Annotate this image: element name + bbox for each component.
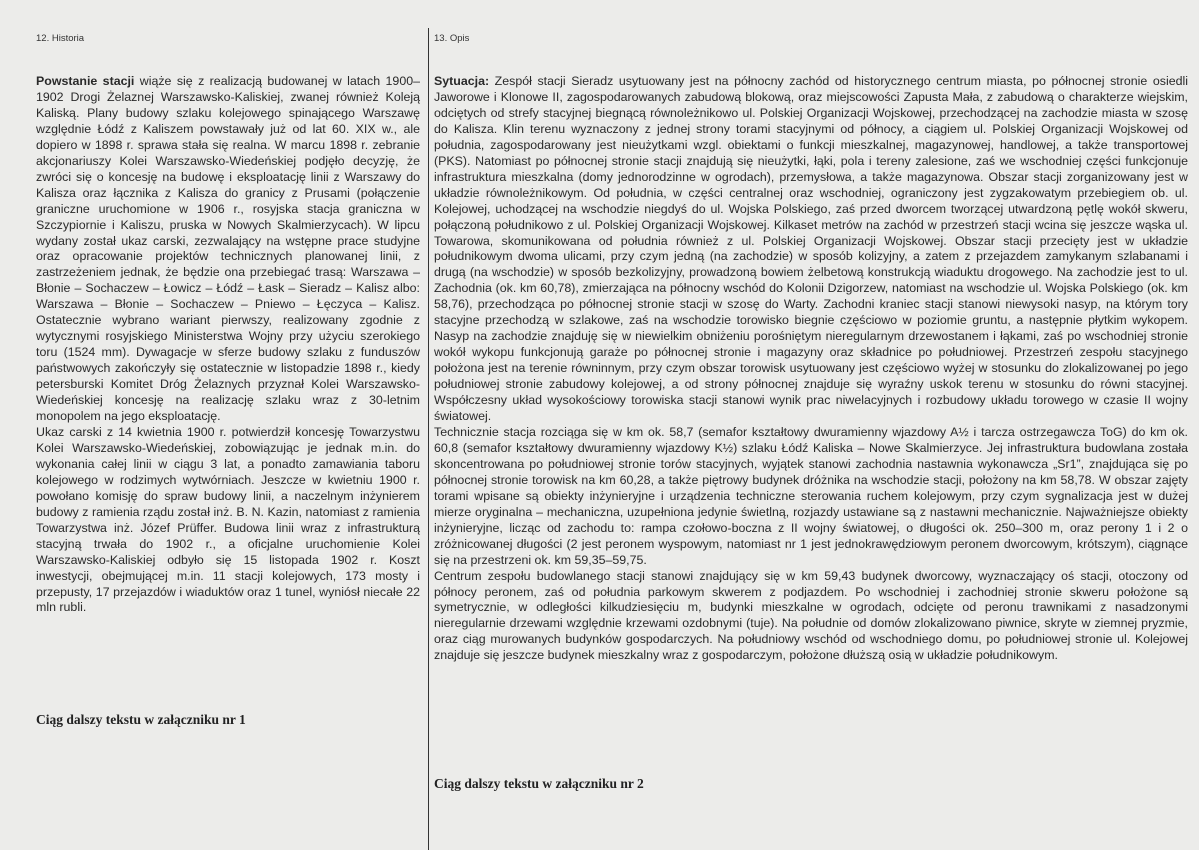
description-paragraph-1 <box>434 74 1188 425</box>
history-text <box>36 74 420 616</box>
description-paragraph-2: Technicznie stacja rozciąga się w km ok. 58,7 (semafor kształtowy dwuramienny wjazdowy A½ i tarcza ostrzegawcza ToG) do km ok. 60,8 (semafor kształtowy dwuramienny wjazdowy K½) szlaku Łódź Kaliska – Nowe Skalmierzyce. Jej infrastruktura budowlana została skoncentrowana po południowej stronie torów stacyjnych, wyjątek stanowi zachodnia nastawnia wykonawcza „Sr1”, znajdująca się po północnej stronie torowisk na km 60,28, a także piętrowy budynek dróżnika na wschodzie stacji, położony na km 58,78. W obszar zajęty torami wpisane są obiekty inżynieryjne i urządzenia techniczne sterowania ruchem kolejowym, przy czym sygnalizacja jest w dużej mierze oryginalna – mechaniczna, uzupełniona jedynie świetlną, rozjazdy ustawiane są z nastawni mechanicznie. Najważniejsze obiekty inżynieryjne, licząc od zachodu to: rampa czołowo-boczna z II wojny światowej, o długości ok. 250–300 m, oraz perony 1 i 2 o zróżnicowanej długości (2 jest peronem wyspowym, natomiast nr 1 jest jednokrawędziowym peronem dworcowym, krótszym), ciągnące się na przestrzeni ok. km 59,35–59,75. <box>434 424 1188 567</box>
history-paragraph-2: Ukaz carski z 14 kwietnia 1900 r. potwierdził koncesję Towarzystwu Kolei Warszawsko-Wiedeńskiej, zobowiązując je jednak m.in. do wykonania całej linii w ciągu 3 lat, a ponadto zamawiania taboru kolejowego w rodzimych wytwórniach. Jeszcze w kwietniu 1900 r. powołano komisję do spraw budowy linii, a naczelnym inżynierem budowy z ramienia rządu został inż. B. N. Kazin, natomiast z ramienia Towarzystwa inż. Józef Prüffer. Budowa linii wraz z infrastrukturą stacyjną trwała do 1902 r., a oficjalne uruchomienie Kolei Warszawsko-Kaliskiej odbyło się 15 listopada 1902 r. Koszt inwestycji, obejmującej m.in. 11 stacji kolejowych, 173 mosty i przepusty, 17 przejazdów i wiaduktów oraz 1 tunel, wyniósł niecałe 22 mln rubli. <box>36 424 420 615</box>
section-label-description: 13. Opis <box>434 33 470 44</box>
section-label-history: 12. Historia <box>36 33 85 44</box>
continuation-note-description: Ciąg dalszy tekstu w załączniku nr 2 <box>434 776 644 791</box>
description-paragraph-1-body: Zespół stacji Sieradz usytuowany jest na północny zachód od historycznego centrum miasta, po północnej stronie osiedli Jaworowe i Klonowe II, zagospodarowanych zabudową blokową, oraz miejscowości Zapusta Mała, z zabudową o charakterze wiejskim, odciętych od strefy stacyjnej biegnącą równoleżnikowo ul. Polskiej Organizacji Wojskowej, przechodzącej na zachodzie miasta w szosę do Kalisza. Klin terenu wyznaczony z jednej strony torami stacyjnymi od północy, a ciągiem ul. Polskiej Organizacji Wojskowej od południa, zagospodarowany jest nieużytkami wzgl. obiektami o funkcji mieszkalnej, magazynowej, handlowej, a także transportowej (PKS). Natomiast po północnej stronie stacji znajdują się nieużytki, łąki, pola i tereny zalesione, zaś we wschodniej części funkcjonuje infrastruktura mieszkalna (domy jednorodzinne w ogrodach), przemysłowa, a także magazynowa. Obszar stacji zorganizowany jest w układzie równoleżnikowym. Od południa, w części centralnej oraz wschodniej, ograniczony jest zygzakowatym przebiegiem ob. ul. Kolejowej, uchodzącej na wschodzie niegdyś do ul. Wojska Polskiego, zaś przed dworcem tworzącej utwardzoną pętlę wokół skweru, połączoną południkowo z ul. Polskiej Organizacji Wojskowej. Kilkaset metrów na zachód w przestrzeń stacji wcina się jeszcze wąska ul. Towarowa, skomunikowana od południa również z ul. Polskiej Organizacji Wojskowej. Obszar stacji przecięty jest w układzie południkowym dwoma ulicami, przy czym jedną (na zachodzie) w sposób kolizyjny, a zatem z przejazdem zamykanym szlabanami i drugą (na wschodzie) w sposób bezkolizyjny, prowadzoną bowiem żelbetową konstrukcją wiaduktu drogowego. Na zachodzie jest to ul. Zachodnia (ok. km 60,78), zmierzająca na północny wschód do Kolonii Dzigorzew, natomiast na wschodzie ul. Wojska Polskiego (ok. km 58,76), przechodząca po północnej stronie stacji w szosę do Warty. Zachodni kraniec stacji stanowi niewysoki nasyp, na którym tory stacyjne przechodzą w szlakowe, zaś na wschodzie torowisko biegnie częściowo w poziomie gruntu, a następnie płytkim wykopem. Nasyp na zachodzie znajduję się w niewielkim obniżeniu porośniętym nieregularnym drzewostanem i łąkami, zaś po wschodniej stronie wokół wykopu funkcjonują garaże po północnej stronie i magazyny oraz składnice po południowej. Przestrzeń zespołu stacyjnego położona jest na terenie równinnym, przy czym obszar torowisk usytuowany jest częściowo wyżej w stosunku do zlokalizowanej po jego południowej stronie zabudowy kolejowej, a od strony północnej znajduje się wyraźny uskok terenu w stosunku do równi stacyjnej. Współczesny układ wysokościowy torowiska stacji stanowi wynik prac niwelacyjnych i rozbudowy układu torowego w czasie II wojny światowej. <box>434 74 1188 424</box>
history-paragraph-1 <box>36 74 420 425</box>
history-paragraph-1-body: wiąże się z realizacją budowanej w latach 1900–1902 Drogi Żelaznej Warszawsko-Kaliskiej, zwanej również Koleją Kaliską. Plany budowy szlaku kolejowego spinającego Warszawę względnie Łódź z Kaliszem powstawały już od lat 60. XIX w., ale dopiero w 1898 r. sprawa stała się realna. W marcu 1898 r. zebranie akcjonariuszy Kolei Warszawsko-Wiedeńskiej podjęło decyzję, że zwróci się o koncesję na budowę i eksploatację linii z Warszawy do Kalisza oraz łącznika z Kalisza do granicy z Prusami (połączenie graniczne uruchomione w 1906 r., rosyjska stacja graniczna w Szczypiornie i Kaliszu, pruska w Nowych Skalmierzycach). W lipcu wydany został ukaz carski, zezwalający na wstępne prace studyjne oraz opracowanie projektów technicznych planowanej linii, z zastrzeżeniem jednak, że będzie ona przebiegać trasą: Warszawa – Błonie – Sochaczew – Łowicz – Łódź – Łask – Sieradz – Kalisz albo: Warszawa – Błonie – Sochaczew – Pniewo – Łęczyca – Kalisz. Ostatecznie wybrano wariant pierwszy, realizowany zgodnie z wytycznymi rosyjskiego Ministerstwa Wojny przy użyciu szerokiego toru (1524 mm). Dywagacje w sferze budowy szlaku z funduszów państwowych zakończyły się ostatecznie w listopadzie 1898 r., kiedy petersburski Komitet Dróg Żelaznych przyznał Kolei Warszawsko-Wiedeńskiej koncesję na realizację szlaku wraz z 30-letnim monopolem na jego eksploatację. <box>36 74 420 424</box>
description-text <box>434 74 1188 664</box>
history-lead: Powstanie stacji <box>36 74 135 88</box>
description-column <box>432 0 1190 850</box>
history-column <box>30 0 426 850</box>
description-lead: Sytuacja: <box>434 74 490 88</box>
column-divider <box>428 28 429 850</box>
continuation-note-history: Ciąg dalszy tekstu w załączniku nr 1 <box>36 712 246 727</box>
description-paragraph-3: Centrum zespołu budowlanego stacji stanowi znajdujący się w km 59,43 budynek dworcowy, wyznaczający oś stacji, otoczony od północy peronem, zaś od południa parkowym skwerem z podjazdem. Po wschodniej i zachodniej stronie skweru położone są symetrycznie, w odległości kilkudziesięciu m, budynki mieszkalne w ogrodach, odcięte od peronu trawnikami z nasadzonymi nieregularnie drzewami względnie krzewami ozdobnymi (tuje). Na południe od domów zlokalizowano piwnice, skryte w ziemnej pryzmie, oraz ciąg murowanych budynków gospodarczych. Na południowy wschód od wschodniego domu, po południowej stronie ul. Kolejowej znajduje się jeszcze budynek mieszkalny wraz z gospodarczym, położone dłuższą osią w układzie południkowym. <box>434 568 1188 663</box>
